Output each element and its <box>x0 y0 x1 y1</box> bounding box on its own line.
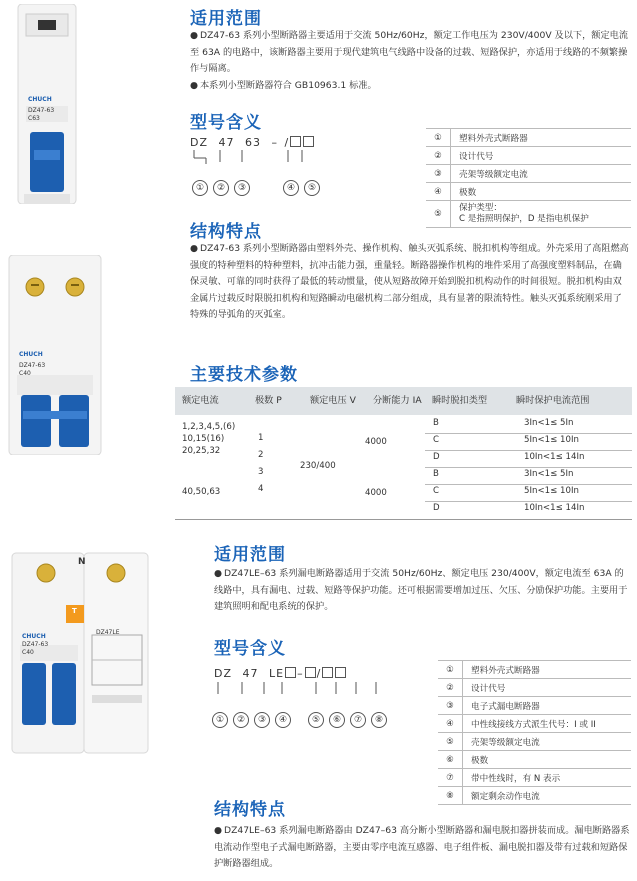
legend-row: ① 塑料外壳式断路器 <box>438 661 631 679</box>
scope-heading: 适用范围 <box>190 9 262 29</box>
trip-type: D <box>433 503 440 513</box>
model-legend-2 <box>438 660 631 805</box>
brand-logo: CHUCH <box>22 633 46 640</box>
trip-range: 10In<1≤ 14In <box>524 452 585 462</box>
model-heading-le: 型号含义 <box>214 639 286 659</box>
breaker-rating-label: C40 <box>22 649 34 656</box>
structure-heading: 结构特点 <box>190 222 262 242</box>
model-legend-1 <box>426 128 631 228</box>
trip-range: 10In<1≤ 14In <box>524 503 585 513</box>
trip-type: B <box>433 418 439 428</box>
legend-row: ③ 电子式漏电断路器 <box>438 697 631 715</box>
legend-row: ② 设计代号 <box>426 147 631 165</box>
breaker-rating-label: C63 <box>28 115 40 122</box>
structure-text-le: ● DZ47LE–63 系列漏电断路器由 DZ47–63 高分断小型断路器和漏电脱扣器拼装而成。漏电断路器系电流动作型电子式漏电断路器，主要由零序电流互感器、电子组件板、漏电脱扣器及带有过载和短路保护断路器组成。 <box>214 825 630 869</box>
brand-logo: CHUCH <box>28 96 52 103</box>
legend-row: ④ 极数 <box>426 183 631 201</box>
trip-range: 5In<1≤ 10In <box>524 486 579 496</box>
neutral-label: N <box>78 557 86 567</box>
breaker-le-image <box>8 545 153 760</box>
trip-type: D <box>433 452 440 462</box>
legend-row: ⑤ 壳架等级额定电流 <box>438 733 631 751</box>
col-header: 额定电流 <box>182 395 219 406</box>
col-header: 瞬时保护电流范围 <box>516 395 590 406</box>
col-header: 分断能力 IA <box>373 395 422 406</box>
legend-row: ③ 壳架等级额定电流 <box>426 165 631 183</box>
params-heading: 主要技术参数 <box>190 365 298 385</box>
spec-table: 额定电流 极数 P 额定电压 V 分断能力 IA 瞬时脱扣类型 瞬时保护电流范围 1,2,3,4,5,(6) 10,15(16) 20,25,32 40,50,63 1 2 3 4 230/400 4000 4000 B C D B C D 3In<1≤ 5In 5In<1≤ 10In 10In<1≤ 14In 3In<1≤ 5In 5In<1≤ 10In 10In<1≤ 14In <box>175 387 632 522</box>
brand-logo: CHUCH <box>19 351 43 358</box>
legend-row: ⑤ 保护类型： C 是指照明保护，D 是指电机保护 <box>426 201 631 228</box>
scope-text-le: ● DZ47LE–63 系列漏电断路器适用于交流 50Hz/60Hz、额定电压 230/400V，额定电流至 63A 的线路中，具有漏电、过载、短路等保护功能。还可根据需要增加过压、欠压、分励保护功能。主要用于建筑照明和配电系统的保护。 <box>214 568 628 612</box>
breaker-model-label: DZ47-63 <box>19 362 46 369</box>
structure-heading-le: 结构特点 <box>214 800 286 820</box>
trip-type: C <box>433 486 440 496</box>
model-brackets <box>192 148 322 168</box>
legend-row: ④ 中性线接线方式派生代号：I 或 II <box>438 715 631 733</box>
model-code-le: DZ 47 LE – / <box>214 667 347 680</box>
model-brackets-le <box>216 680 386 700</box>
spec-header-row <box>175 387 632 415</box>
scope-text-1: ● DZ47-63 系列小型断路器主要适用于交流 50Hz/60Hz，额定工作电压为 230V/400V 及以下，额定电流至 63A 的电路中，该断路器主要用于现代建筑电气线路中设备的过载、短路保护，亦适用于线路的不频繁操作与隔离。 <box>190 30 629 74</box>
trip-range: 3In<1≤ 5In <box>524 418 574 428</box>
scope-heading-le: 适用范围 <box>214 545 286 565</box>
model-numbers-le: ① ② ③ ④ ⑤ ⑥ ⑦ ⑧ <box>212 712 392 728</box>
trip-type: C <box>433 435 440 445</box>
legend-row: ① 塑料外壳式断路器 <box>426 129 631 147</box>
model-code: DZ 47 63 – / <box>190 136 315 149</box>
legend-row: ⑥ 极数 <box>438 751 631 769</box>
col-header: 极数 P <box>255 395 282 406</box>
legend-row: ⑧ 额定剩余动作电流 <box>438 787 631 805</box>
structure-text: ● DZ47-63 系列小型断路器由塑料外壳、操作机构、触头灭弧系统、脱扣机构等组成。外壳采用了高阻燃高强度的特种塑料的特种塑料，抗冲击能力强，重量轻。断路器操作机构的堆件采用了高强度塑料制品，在确保灵敏、可靠的同时获得了最低的转动惯量，使从短路故障开始到脱扣机构动作的时间很短。脱扣机构由双金属片过载反时限脱扣机构和短路瞬动电磁机构二部分组成，具有显著的限流特性。触头灭弧系统刚采用了特殊的导弧角的灭弧室。 <box>190 243 629 320</box>
legend-row: ⑦ 带中性线时，有 N 表示 <box>438 769 631 787</box>
scope-text-2: ● 本系列小型断路器符合 GB10963.1 标准。 <box>190 80 377 91</box>
breaker-model-label: DZ47-63 <box>22 641 49 648</box>
model-numbers: ① ② ③ ④ ⑤ <box>192 180 325 196</box>
trip-range: 3In<1≤ 5In <box>524 469 574 479</box>
test-button-label: T <box>72 607 77 615</box>
breaker-rating-label: C40 <box>19 370 31 377</box>
breaker-1p-image <box>12 4 82 204</box>
breaker-2p-image <box>5 255 105 455</box>
col-header: 瞬时脱扣类型 <box>432 395 488 406</box>
breaker-model-label: DZ47-63 <box>28 107 55 114</box>
trip-range: 5In<1≤ 10In <box>524 435 579 445</box>
leakage-model-label: DZ47LE <box>96 629 120 636</box>
trip-type: B <box>433 469 439 479</box>
model-heading: 型号含义 <box>190 113 262 133</box>
col-header: 额定电压 V <box>310 395 356 406</box>
legend-row: ② 设计代号 <box>438 679 631 697</box>
